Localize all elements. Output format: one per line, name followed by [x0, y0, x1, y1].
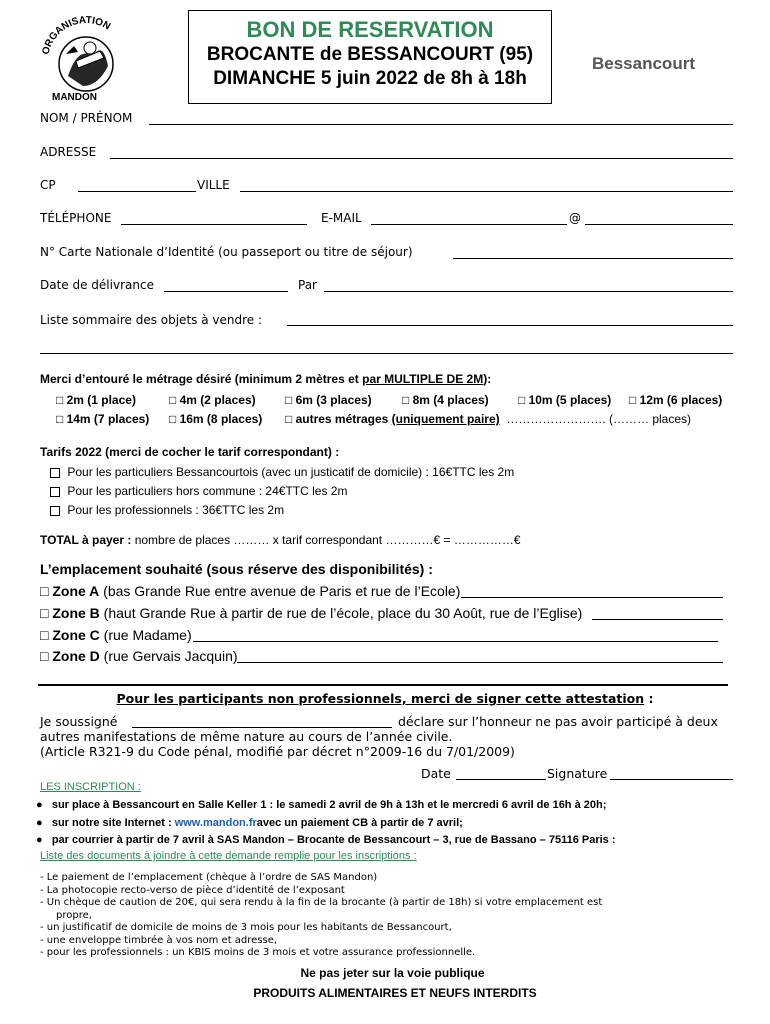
- signature-field[interactable]: [610, 779, 733, 780]
- metrage-option[interactable]: □ 16m (8 places): [169, 412, 263, 426]
- tarif-label: Pour les particuliers Bessancourtois (avec un justicatif de domicile) : 16€TTC les 2m: [67, 465, 515, 479]
- metrage-row-1: [0, 393, 770, 409]
- zone-a[interactable]: [40, 583, 460, 599]
- date-label: Date: [421, 766, 451, 781]
- zone-name: □ Zone C: [40, 627, 100, 643]
- zone-c-line[interactable]: [193, 641, 718, 642]
- zone-b[interactable]: [40, 605, 582, 621]
- total-text: nombre de places ……… x tarif correspondant …………€ = ……………€: [131, 533, 521, 547]
- tarifs-title: Tarifs 2022 (merci de cocher le tarif correspondant) :: [40, 445, 340, 459]
- metrage-option[interactable]: □ 10m (5 places): [518, 393, 612, 407]
- metrage-option[interactable]: □ 12m (6 places): [629, 393, 723, 407]
- attestation-title: [0, 691, 770, 706]
- email-field-user[interactable]: [371, 224, 567, 225]
- zone-desc: (rue Gervais Jacquin): [99, 648, 238, 664]
- tarif-option[interactable]: [50, 465, 514, 479]
- delivrance-label: Date de délivrance: [40, 278, 154, 292]
- doc-item: - pour les professionnels : un KBIS moins de 3 mois et votre assurance professionnelle.: [40, 947, 476, 958]
- metrage-intro-end: ):: [483, 372, 492, 386]
- zone-desc: (rue Madame): [99, 627, 192, 643]
- checkbox-icon[interactable]: [50, 468, 60, 478]
- zone-desc: (bas Grande Rue entre avenue de Paris et rue de l’Ecole): [99, 583, 461, 599]
- zone-name: □ Zone A: [40, 583, 100, 599]
- cp-field[interactable]: [78, 191, 196, 192]
- cp-label: CP: [40, 178, 56, 192]
- zone-d-line[interactable]: [237, 662, 723, 663]
- liste-field[interactable]: [287, 325, 733, 326]
- metrage-option[interactable]: □ 14m (7 places): [56, 412, 150, 426]
- liste-field-2[interactable]: [40, 353, 733, 354]
- par-label: Par: [298, 278, 317, 292]
- event-date: DIMANCHE 5 juin 2022 de 8h à 18h: [213, 68, 527, 89]
- checkbox-icon[interactable]: [50, 506, 60, 516]
- bullet-icon: ●: [36, 834, 43, 846]
- attestation-declare: déclare sur l’honneur ne pas avoir participé à deux: [398, 714, 718, 729]
- attestation-colon: :: [644, 691, 654, 706]
- inscription-item: [36, 817, 463, 829]
- docs-title: Liste des documents à joindre à cette demande remplie pour les inscriptions :: [40, 850, 417, 862]
- tarif-option[interactable]: [50, 503, 284, 517]
- tarif-label: Pour les particuliers hors commune : 24€TTC les 2m: [67, 484, 348, 498]
- metrage-other-label: □ autres métrages: [285, 412, 392, 426]
- metrage-other-underline: (uniquement paire): [391, 412, 500, 426]
- metrage-intro-text: Merci d’entouré le métrage désiré (minimum 2 mètres et: [40, 372, 363, 386]
- zone-desc: (haut Grande Rue à partir de rue de l’école, place du 30 Août, rue de l’Eglise): [99, 605, 583, 621]
- town-logo-text: Bessancourt: [592, 54, 695, 73]
- inscription-item-text: par courrier à partir de 7 avril à SAS Mandon – Brocante de Bessancourt – 3, rue de Bassano – 75116 Paris :: [51, 834, 616, 846]
- metrage-intro: [40, 372, 491, 386]
- doc-item: - une enveloppe timbrée à vos nom et adresse,: [40, 934, 278, 946]
- zone-b-line[interactable]: [592, 619, 723, 620]
- metrage-other-fill: ……………………. (……… places): [506, 412, 692, 426]
- docs-list: [40, 872, 745, 960]
- inscription-title: LES INSCRIPTION :: [40, 781, 141, 793]
- metrage-option-other[interactable]: [285, 412, 691, 426]
- adresse-label: ADRESSE: [40, 145, 97, 159]
- doc-item: - La photocopie recto-verso de pièce d’identité de l’exposant: [40, 884, 345, 896]
- organisation-logo: [38, 6, 134, 106]
- carte-label: N° Carte Nationale d’Identité (ou passeport ou titre de séjour): [40, 245, 413, 259]
- email-field-domain[interactable]: [585, 224, 733, 225]
- email-at: @: [569, 211, 581, 225]
- bullet-icon: ●: [36, 817, 43, 829]
- zone-d[interactable]: [40, 648, 238, 664]
- mandon-logo-icon: [38, 6, 134, 106]
- footer-interdits: PRODUITS ALIMENTAIRES ET NEUFS INTERDITS: [253, 986, 537, 1000]
- ville-field[interactable]: [240, 191, 733, 192]
- telephone-label: TÉLÉPHONE: [40, 211, 112, 225]
- zone-name: □ Zone D: [40, 648, 100, 664]
- footer-voie-publique: Ne pas jeter sur la voie publique: [300, 966, 485, 980]
- nom-label: NOM / PRÉNOM: [40, 111, 133, 125]
- attestation-article: (Article R321-9 du Code pénal, modifié par décret n°2009-16 du 7/01/2009): [40, 744, 515, 759]
- total-line: [40, 533, 521, 547]
- zone-name: □ Zone B: [40, 605, 100, 621]
- logo-bottom-text: MANDON: [52, 92, 97, 103]
- checkbox-icon[interactable]: [50, 487, 60, 497]
- metrage-option[interactable]: □ 6m (3 places): [285, 393, 372, 407]
- town-logo: [592, 54, 695, 74]
- tarif-option[interactable]: [50, 484, 347, 498]
- ville-label: VILLE: [197, 178, 230, 192]
- bullet-icon: ●: [36, 799, 43, 811]
- internet-label: sur notre site Internet :: [51, 817, 175, 829]
- doc-item: - un justificatif de domicile de moins de 3 mois pour les habitants de Bessancourt,: [40, 922, 452, 933]
- delivrance-field[interactable]: [164, 291, 288, 292]
- separator: [38, 684, 728, 686]
- soussigne-field[interactable]: [132, 727, 392, 728]
- inscription-item-text: avec un paiement CB à partir de 7 avril;: [256, 817, 463, 829]
- inscription-item-text: sur place à Bessancourt en Salle Keller 1 : le samedi 2 avril de 9h à 13h et le mercredi 6 avril de 16h à 20h;: [51, 799, 607, 811]
- attestation-title-text: Pour les participants non professionnels, merci de signer cette attestation: [116, 691, 645, 706]
- logo-top-text: ORGANISATION: [40, 14, 113, 56]
- title-box: [188, 10, 552, 104]
- website-link[interactable]: www.mandon.fr: [174, 817, 257, 829]
- page-title: BON DE RESERVATION: [246, 17, 494, 42]
- carte-field[interactable]: [453, 258, 733, 259]
- total-label: TOTAL à payer :: [40, 533, 132, 547]
- metrage-option[interactable]: □ 2m (1 place): [56, 393, 136, 407]
- zone-a-line[interactable]: [461, 597, 723, 598]
- email-label: E-MAIL: [321, 211, 362, 225]
- liste-label: Liste sommaire des objets à vendre :: [40, 313, 262, 327]
- inscription-item: [36, 799, 606, 811]
- signature-label: Signature: [547, 766, 608, 781]
- zone-c[interactable]: [40, 627, 192, 643]
- metrage-option[interactable]: □ 4m (2 places): [169, 393, 256, 407]
- metrage-intro-underline: par MULTIPLE DE 2M: [362, 372, 484, 386]
- tarif-label: Pour les professionnels : 36€TTC les 2m: [67, 503, 285, 517]
- par-field[interactable]: [324, 291, 733, 292]
- doc-item: - Un chèque de caution de 20€, qui sera rendu à la fin de la brocante (à partir de 18h) si votre emplacement est: [40, 897, 603, 908]
- attestation-line-2: autres manifestations de même nature au cours de l’année civile.: [40, 729, 453, 744]
- emplacement-title: L’emplacement souhaité (sous réserve des disponibilités) :: [40, 561, 433, 577]
- nom-field[interactable]: [149, 124, 733, 125]
- date-field[interactable]: [456, 779, 546, 780]
- doc-item: - Le paiement de l’emplacement (chèque à l’ordre de SAS Mandon): [40, 872, 378, 883]
- event-name: BROCANTE de BESSANCOURT (95): [206, 44, 534, 65]
- doc-item: propre,: [56, 909, 92, 921]
- inscription-item: [36, 834, 616, 846]
- metrage-option[interactable]: □ 8m (4 places): [402, 393, 489, 407]
- attestation-soussigne: Je soussigné: [40, 714, 118, 729]
- metrage-row-2: [0, 412, 770, 428]
- telephone-field[interactable]: [121, 224, 307, 225]
- adresse-field[interactable]: [110, 158, 733, 159]
